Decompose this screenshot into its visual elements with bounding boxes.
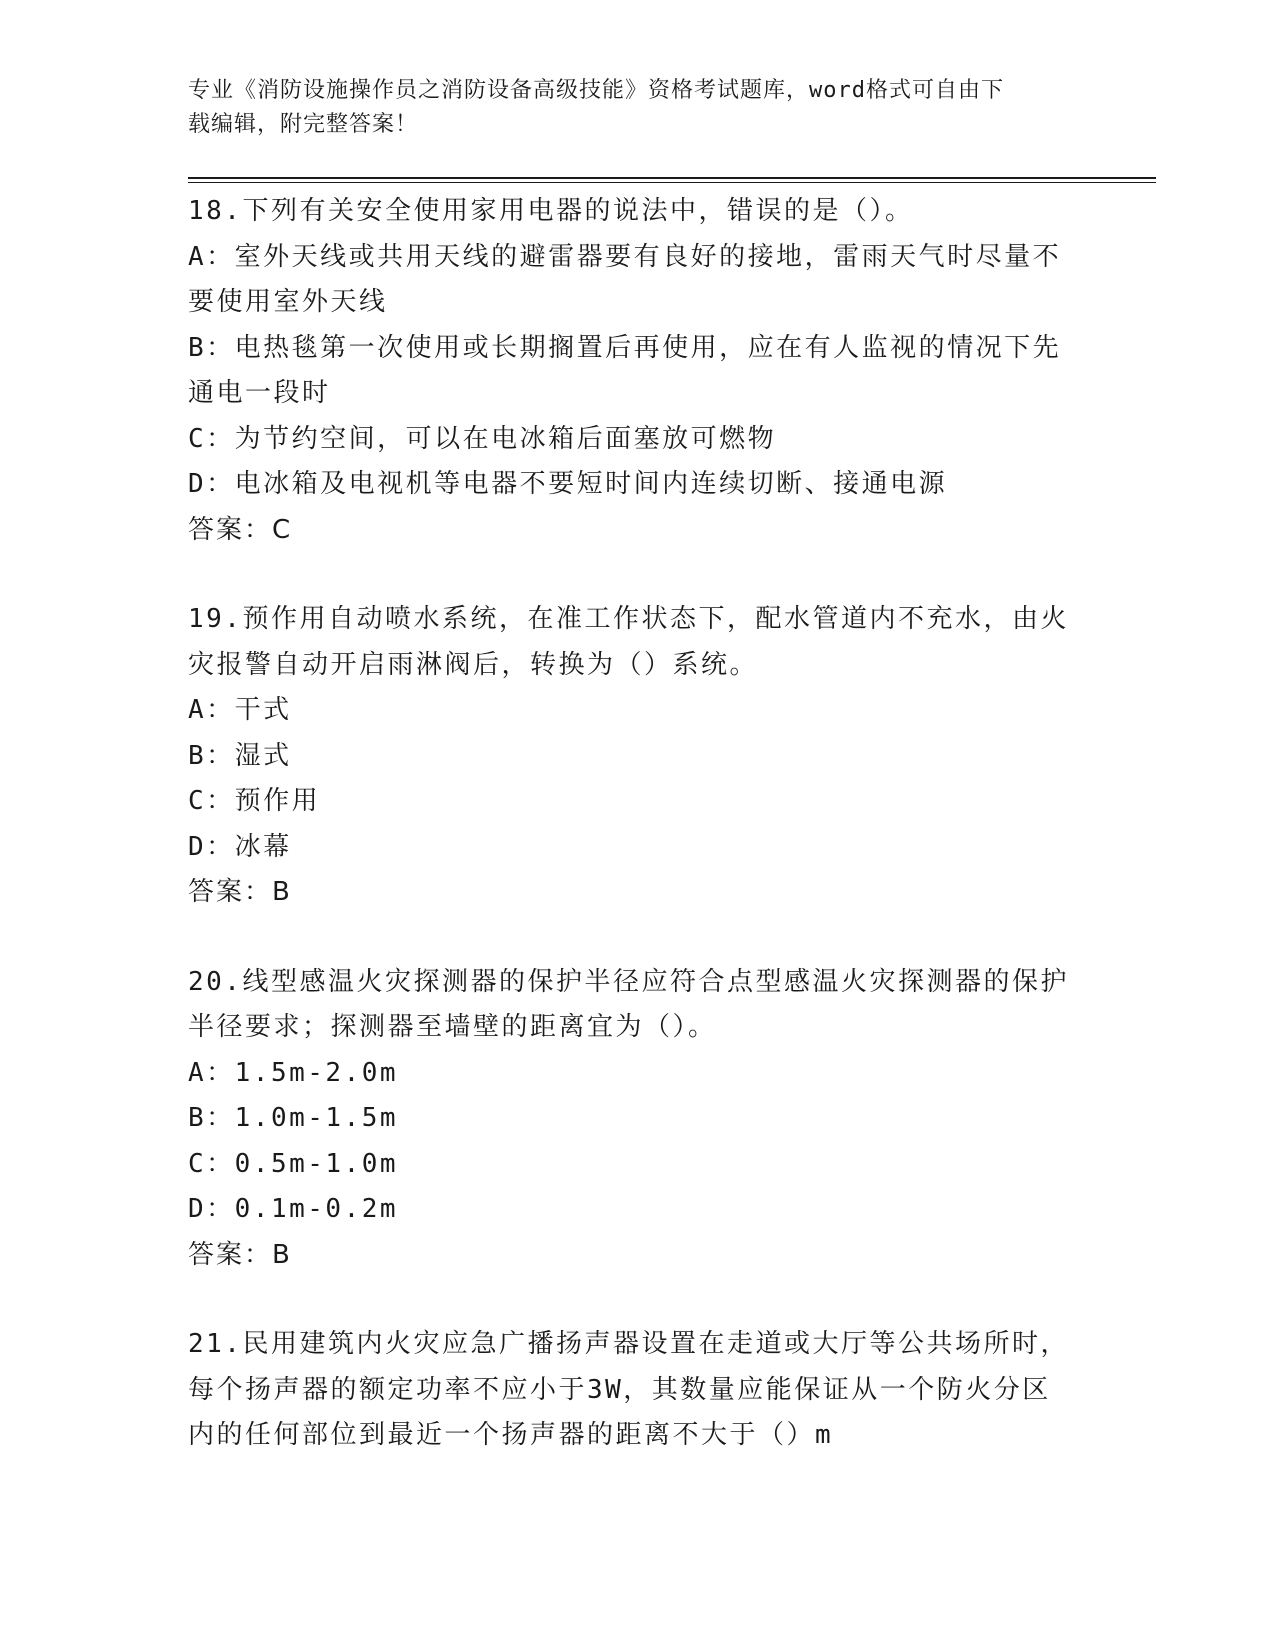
question-20 (188, 960, 1088, 1279)
option-b: B：电热毯第一次使用或长期搁置后再使用，应在有人监视的情况下先 (188, 332, 1062, 363)
option-c: C：为节约空间，可以在电冰箱后面塞放可燃物 (188, 423, 777, 454)
answer-label: 答案：B (188, 877, 292, 907)
document-header (188, 74, 1068, 142)
answer-label: 答案：C (188, 514, 293, 545)
header-line: 载编辑，附完整答案！ (188, 112, 419, 137)
question-18 (188, 189, 1088, 553)
option-d: D：冰幕 (188, 831, 292, 862)
header-line: 专业《消防设施操作员之消防设备高级技能》资格考试题库，word格式可自由下 (188, 78, 1004, 103)
option-d: D：0.1m-0.2m (188, 1194, 399, 1224)
option-b: B：1.0m-1.5m (188, 1103, 399, 1133)
question-stem-continued: 每个扬声器的额定功率不应小于3W，其数量应能保证从一个防火分区 (188, 1374, 1051, 1405)
option-d: D：电冰箱及电视机等电器不要短时间内连续切断、接通电源 (188, 469, 948, 499)
question-stem: 20.线型感温火灾探测器的保护半径应符合点型感温火灾探测器的保护 (188, 966, 1069, 997)
answer-label: 答案：B (188, 1239, 292, 1270)
option-a-continued: 要使用室外天线 (188, 287, 388, 317)
header-divider-thick (188, 177, 1156, 179)
question-19 (188, 597, 1088, 916)
question-stem-continued: 内的任何部位到最近一个扬声器的距离不大于（）m (188, 1420, 834, 1450)
option-c: C：预作用 (188, 786, 321, 816)
header-divider-thin (188, 182, 1156, 183)
question-stem-continued: 灾报警自动开启雨淋阀后，转换为（）系统。 (188, 649, 759, 680)
question-stem: 19.预作用自动喷水系统，在准工作状态下，配水管道内不充水，由火 (188, 604, 1069, 634)
question-list (188, 189, 1088, 1503)
option-a: A：1.5m-2.0m (188, 1057, 399, 1088)
question-stem: 21.民用建筑内火灾应急广播扬声器设置在走道或大厅等公共场所时， (188, 1329, 1069, 1359)
option-c: C：0.5m-1.0m (188, 1148, 399, 1179)
question-21 (188, 1322, 1088, 1459)
option-b: B：湿式 (188, 740, 292, 771)
option-b-continued: 通电一段时 (188, 378, 331, 408)
option-a: A：干式 (188, 695, 292, 725)
option-a: A：室外天线或共用天线的避雷器要有良好的接地，雷雨天气时尽量不 (188, 241, 1062, 272)
question-stem-continued: 半径要求；探测器至墙壁的距离宜为（）。 (188, 1012, 717, 1042)
question-stem: 18.下列有关安全使用家用电器的说法中，错误的是（）。 (188, 196, 914, 226)
